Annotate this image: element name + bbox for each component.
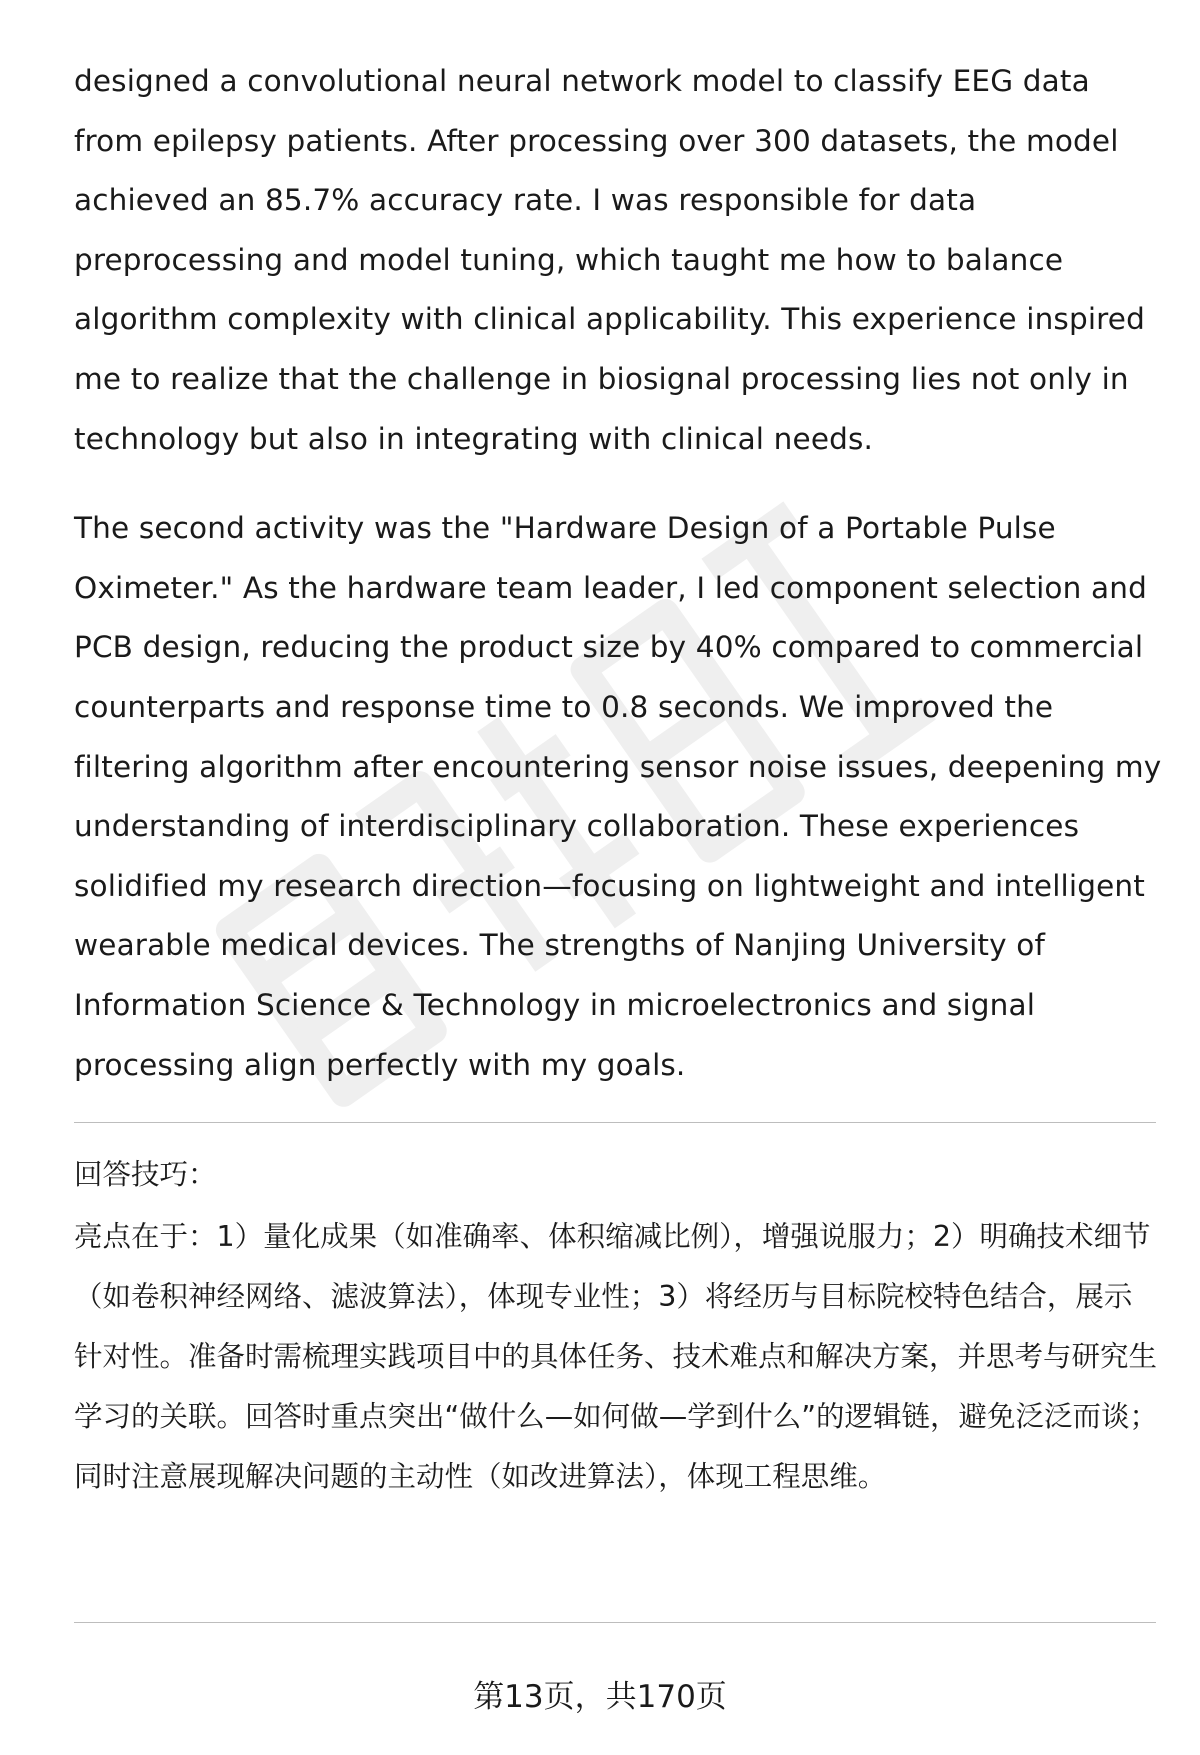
divider [74, 1122, 1156, 1123]
divider [74, 1622, 1156, 1623]
page-number: 第13页，共170页 [473, 1679, 727, 1715]
body-text [74, 52, 1164, 1095]
tips-title: 回答技巧： [74, 1158, 217, 1191]
answer-tips [74, 1155, 1159, 1507]
paragraph: The second activity was the "Hardware Design of a Portable Pulse Oximeter." As the hardware team leader, I led component selection and PCB design, reducing the product size by 40% compared to commercial counterparts and response time to 0.8 seconds. We improved the filtering algorithm after encountering sensor noise issues, deepening my understanding of interdisciplinary collaboration. These experiences solidified my research direction—focusing on lightweight and intelligent wearable medical devices. The strengths of Nanjing University of Information Science & Technology in microelectronics and signal processing align perfectly with my goals. [74, 511, 1162, 1082]
paragraph: designed a convolutional neural network model to classify EEG data from epilepsy patients. After processing over 300 datasets, the model achieved an 85.7% accuracy rate. I was responsible for data preprocessing and model tuning, which taught me how to balance algorithm complexity with clinical applicability. This experience inspired me to realize that the challenge in biosignal processing lies not only in technology but also in integrating with clinical needs. [74, 64, 1145, 456]
tips-body: 亮点在于：1）量化成果（如准确率、体积缩减比例），增强说服力；2）明确技术细节（如卷积神经网络、滤波算法），体现专业性；3）将经历与目标院校特色结合，展示针对性。准备时需梳理实践项目中的具体任务、技术难点和解决方案，并思考与研究生学习的关联。回答时重点突出“做什么—如何做—学到什么”的逻辑链，避免泛泛而谈；同时注意展现解决问题的主动性（如改进算法），体现工程思维。 [74, 1220, 1159, 1493]
